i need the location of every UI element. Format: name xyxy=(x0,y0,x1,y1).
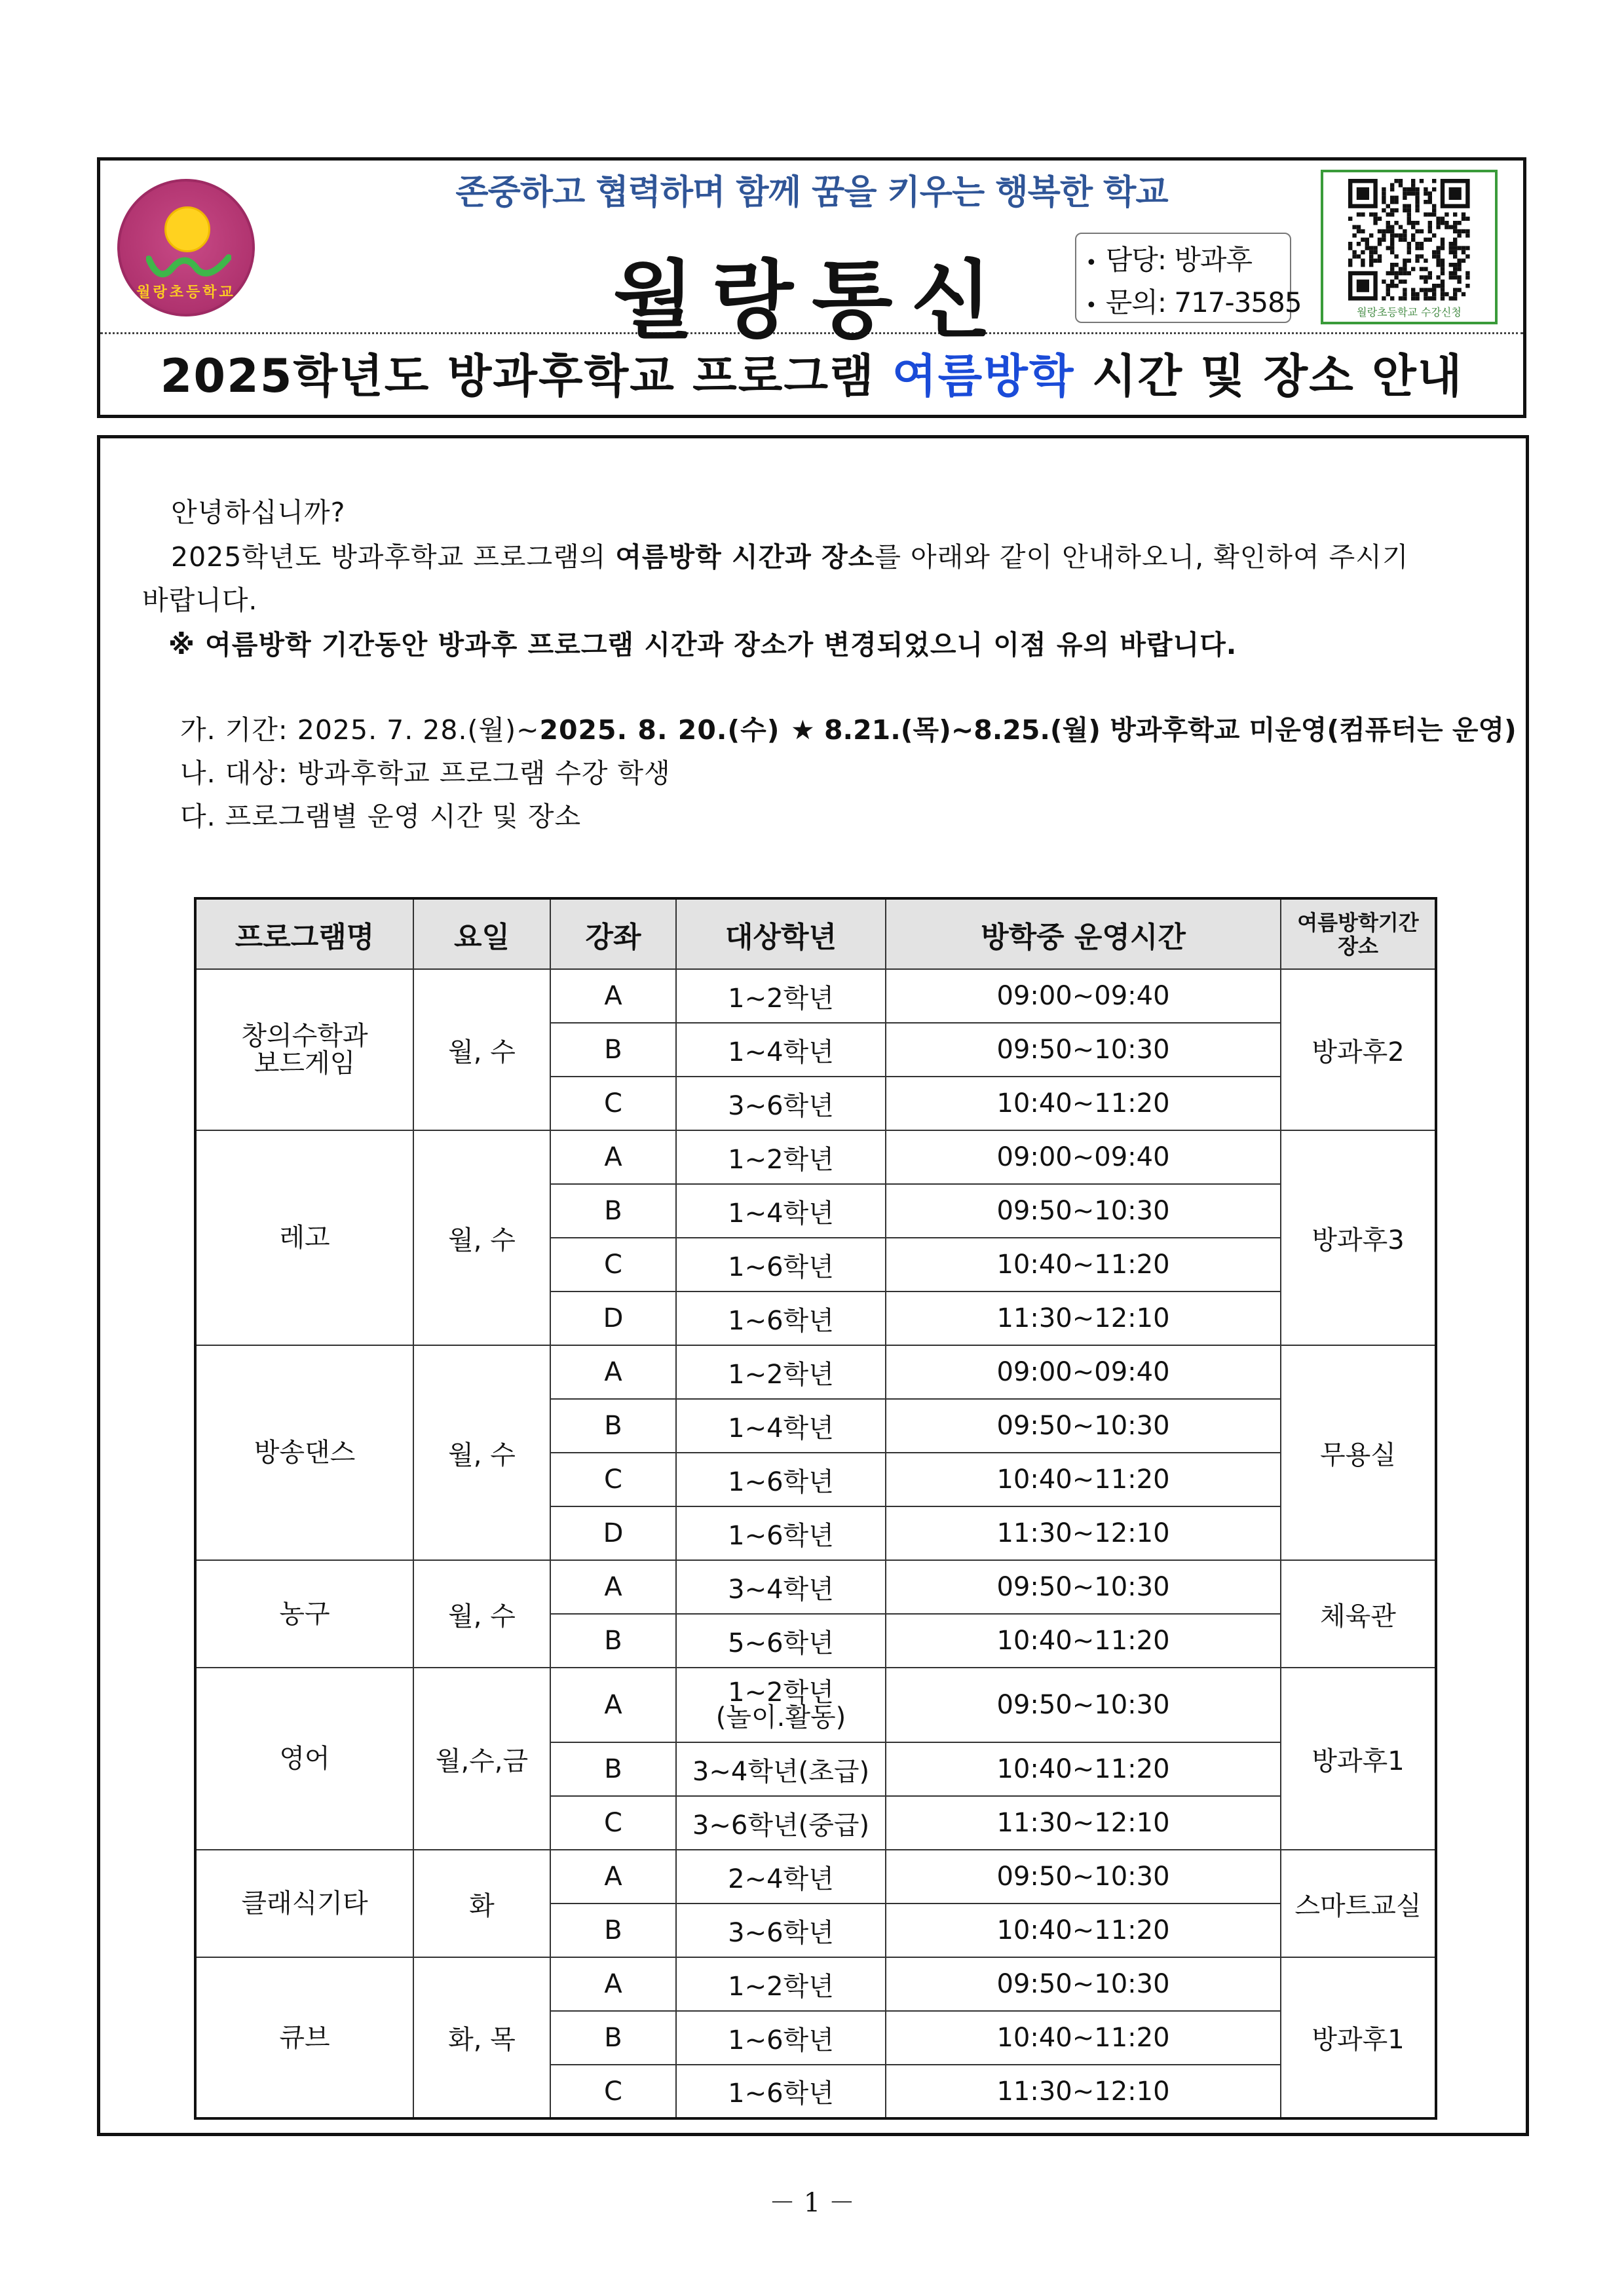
intro-text-b: 를 아래와 같이 안내하오니, 확인하여 주시기 xyxy=(875,541,1409,573)
target-grade: 1~6학년 xyxy=(676,1453,886,1506)
operating-time: 09:00~09:40 xyxy=(886,1345,1281,1399)
operating-time: 10:40~11:20 xyxy=(886,1742,1281,1796)
contact-inquiry-row xyxy=(1086,283,1302,326)
program-day: 화 xyxy=(413,1850,550,1957)
operating-time: 09:50~10:30 xyxy=(886,1668,1281,1742)
operating-time: 11:30~12:10 xyxy=(886,1292,1281,1345)
operating-time: 10:40~11:20 xyxy=(886,1453,1281,1506)
greeting: 안녕하십니까? xyxy=(171,497,346,528)
operating-time: 09:50~10:30 xyxy=(886,1399,1281,1453)
target-grade: 1~2학년 xyxy=(676,1130,886,1184)
class-code: B xyxy=(550,1904,676,1957)
header-program: 프로그램명 xyxy=(195,898,413,969)
subtitle-pre: 2025학년도 방과후학교 프로그램 xyxy=(160,349,893,403)
class-code: B xyxy=(550,2011,676,2065)
operating-time: 09:00~09:40 xyxy=(886,969,1281,1023)
header-grade: 대상학년 xyxy=(676,898,886,969)
table-row xyxy=(195,1130,1436,1184)
qr-code-icon xyxy=(1332,178,1486,302)
target-grade: 1~2학년 xyxy=(676,969,886,1023)
intro-text-a: 2025학년도 방과후학교 프로그램의 xyxy=(171,541,616,573)
table-row xyxy=(195,1957,1436,2011)
program-place: 방과후2 xyxy=(1281,969,1436,1130)
operating-time: 09:50~10:30 xyxy=(886,1184,1281,1238)
page-number: － 1 － xyxy=(769,2188,855,2218)
closure-note: ★ 8.21.(목)~8.25.(월) 방과후학교 미운영(컴퓨터는 운영) xyxy=(791,714,1517,746)
class-code: C xyxy=(550,1796,676,1850)
target-grade: 5~6학년 xyxy=(676,1614,886,1668)
item-period xyxy=(180,708,780,747)
program-name: 영어 xyxy=(195,1668,413,1850)
bullet-icon: • xyxy=(1086,294,1097,317)
table-row xyxy=(195,1850,1436,1904)
operating-time: 11:30~12:10 xyxy=(886,1506,1281,1560)
class-code: C xyxy=(550,2065,676,2118)
operating-time: 09:00~09:40 xyxy=(886,1130,1281,1184)
target-grade: 3~6학년 xyxy=(676,1077,886,1130)
intro-bold: 여름방학 시간과 장소 xyxy=(615,541,875,573)
main-content xyxy=(97,435,1529,2136)
subtitle-post: 시간 및 장소 안내 xyxy=(1074,349,1463,403)
class-code: A xyxy=(550,1560,676,1614)
class-code: B xyxy=(550,1023,676,1077)
program-name: 농구 xyxy=(195,1560,413,1668)
qr-code[interactable] xyxy=(1321,170,1498,324)
program-place: 체육관 xyxy=(1281,1560,1436,1668)
subtitle-highlight: 여름방학 xyxy=(892,349,1075,403)
program-place: 방과후3 xyxy=(1281,1130,1436,1345)
target-grade: 1~4학년 xyxy=(676,1399,886,1453)
class-code: C xyxy=(550,1077,676,1130)
operating-time: 09:50~10:30 xyxy=(886,1560,1281,1614)
class-code: A xyxy=(550,1345,676,1399)
target-grade: 3~6학년(중급) xyxy=(676,1796,886,1850)
program-name: 창의수학과 보드게임 xyxy=(195,969,413,1130)
operating-time: 10:40~11:20 xyxy=(886,1077,1281,1130)
program-day: 월,수,금 xyxy=(413,1668,550,1850)
program-day: 월, 수 xyxy=(413,969,550,1130)
operating-time: 09:50~10:30 xyxy=(886,1023,1281,1077)
header-time: 방학중 운영시간 xyxy=(886,898,1281,969)
contact-box xyxy=(1075,233,1302,323)
class-code: A xyxy=(550,1130,676,1184)
target-grade: 1~4학년 xyxy=(676,1023,886,1077)
target-grade: 1~2학년 xyxy=(676,1957,886,2011)
header-day: 요일 xyxy=(413,898,550,969)
schedule-table xyxy=(194,897,1437,2120)
header-class: 강좌 xyxy=(550,898,676,969)
target-grade: 2~4학년 xyxy=(676,1850,886,1904)
class-code: A xyxy=(550,969,676,1023)
operating-time: 10:40~11:20 xyxy=(886,1238,1281,1292)
item-schedule: 다. 프로그램별 운영 시간 및 장소 xyxy=(180,801,582,832)
item-target: 나. 대상: 방과후학교 프로그램 수강 학생 xyxy=(180,757,671,789)
class-code: C xyxy=(550,1238,676,1292)
operating-time: 09:50~10:30 xyxy=(886,1957,1281,2011)
program-day: 월, 수 xyxy=(413,1130,550,1345)
program-name: 큐브 xyxy=(195,1957,413,2118)
target-grade: 1~2학년 (놀이.활동) xyxy=(676,1668,886,1742)
item-period-prefix: 가. 기간: 2025. 7. 28.(월)~ xyxy=(180,714,540,746)
operating-time: 09:50~10:30 xyxy=(886,1850,1281,1904)
table-row xyxy=(195,1345,1436,1399)
class-code: C xyxy=(550,1453,676,1506)
table-row xyxy=(195,1668,1436,1742)
newsletter-header xyxy=(97,157,1526,418)
target-grade: 1~6학년 xyxy=(676,1506,886,1560)
document-subtitle xyxy=(100,336,1523,416)
item-period-end: 2025. 8. 20.(수) xyxy=(539,714,780,746)
program-place: 방과후1 xyxy=(1281,1957,1436,2118)
contact-manager-row xyxy=(1086,240,1281,283)
table-row xyxy=(195,969,1436,1023)
table-body xyxy=(195,969,1436,2118)
class-code: B xyxy=(550,1614,676,1668)
class-code: A xyxy=(550,1668,676,1742)
class-code: B xyxy=(550,1742,676,1796)
target-grade: 3~4학년 xyxy=(676,1560,886,1614)
class-code: A xyxy=(550,1957,676,2011)
school-motto: 존중하고 협력하며 함께 꿈을 키우는 행복한 학교 xyxy=(455,173,1168,212)
intro-line xyxy=(171,535,1488,579)
operating-time: 11:30~12:10 xyxy=(886,2065,1281,2118)
class-code: D xyxy=(550,1292,676,1345)
target-grade: 1~2학년 xyxy=(676,1345,886,1399)
target-grade: 1~6학년 xyxy=(676,2011,886,2065)
bullet-icon: • xyxy=(1086,252,1097,275)
program-day: 화, 목 xyxy=(413,1957,550,2118)
target-grade: 1~6학년 xyxy=(676,2065,886,2118)
target-grade: 3~4학년(초급) xyxy=(676,1742,886,1796)
target-grade: 1~4학년 xyxy=(676,1184,886,1238)
program-place: 스마트교실 xyxy=(1281,1850,1436,1957)
operating-time: 10:40~11:20 xyxy=(886,2011,1281,2065)
header-top xyxy=(100,161,1523,349)
program-place: 방과후1 xyxy=(1281,1668,1436,1850)
program-name: 클래식기타 xyxy=(195,1850,413,1957)
class-code: B xyxy=(550,1399,676,1453)
newsletter-title: 월랑통신 xyxy=(613,252,1011,349)
operating-time: 10:40~11:20 xyxy=(886,1904,1281,1957)
logo-text: 월랑초등학교 xyxy=(136,284,236,301)
class-code: A xyxy=(550,1850,676,1904)
program-day: 월, 수 xyxy=(413,1345,550,1560)
program-place: 무용실 xyxy=(1281,1345,1436,1560)
intro-line-end: 바랍니다. xyxy=(142,584,258,616)
target-grade: 3~6학년 xyxy=(676,1904,886,1957)
header-place: 여름방학기간 장소 xyxy=(1281,898,1436,969)
table-row xyxy=(195,1560,1436,1614)
program-day: 월, 수 xyxy=(413,1560,550,1668)
notice-text: ※ 여름방학 기간동안 방과후 프로그램 시간과 장소가 변경되었으니 이점 유의 바랍니다. xyxy=(168,629,1237,660)
program-name: 방송댄스 xyxy=(195,1345,413,1560)
operating-time: 11:30~12:10 xyxy=(886,1796,1281,1850)
table-header-row xyxy=(195,898,1436,969)
qr-caption: 월랑초등학교 수강신청 xyxy=(1357,306,1462,318)
target-grade: 1~6학년 xyxy=(676,1292,886,1345)
class-code: B xyxy=(550,1184,676,1238)
class-code: D xyxy=(550,1506,676,1560)
target-grade: 1~6학년 xyxy=(676,1238,886,1292)
contact-inquiry: 문의: 717-3585 xyxy=(1105,286,1302,318)
contact-manager: 담당: 방과후 xyxy=(1105,244,1253,276)
program-name: 레고 xyxy=(195,1130,413,1345)
operating-time: 10:40~11:20 xyxy=(886,1614,1281,1668)
